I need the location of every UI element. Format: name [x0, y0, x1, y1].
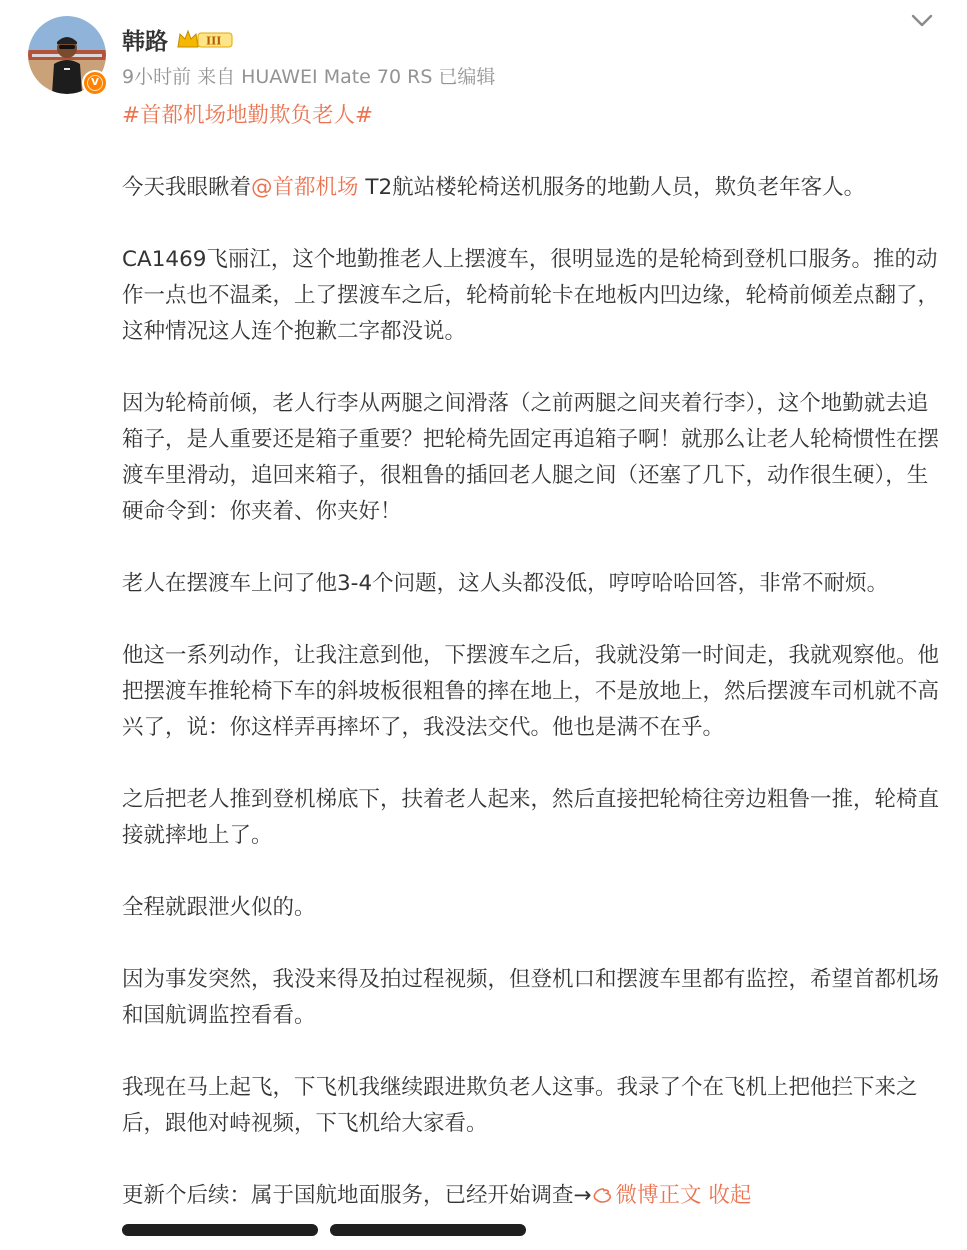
hashtag-line — [122, 98, 940, 134]
author-row — [122, 22, 234, 56]
paragraph-5: 他这一系列动作，让我注意到他，下摆渡车之后，我就没第一时间走，我就观察他。他把摆渡车推轮椅下车的斜坡板很粗鲁的摔在地上，不是放地上，然后摆渡车司机就不高兴了，说：你这样弄再摔坏了，我没法交代。他也是满不在乎。 — [122, 643, 940, 740]
paragraph-2: CA1469飞丽江，这个地勤推老人上摆渡车，很明显选的是轮椅到登机口服务。推的动作一点也不温柔，上了摆渡车之后，轮椅前轮卡在地板内凹边缘，轮椅前倾差点翻了，这种情况这人连个抱歉二字都没说。 — [122, 247, 940, 344]
media-thumbnail-1[interactable] — [122, 1224, 318, 1236]
hashtag-link[interactable]: #首都机场地勤欺负老人# — [122, 103, 374, 128]
paragraph-1 — [122, 170, 940, 206]
post-content — [122, 98, 940, 1250]
weibo-article-link[interactable]: 微博正文 — [615, 1183, 702, 1208]
paragraph-6: 之后把老人推到登机梯底下，扶着老人起来，然后直接把轮椅往旁边粗鲁一推，轮椅直接就摔地上了。 — [122, 787, 940, 848]
paragraph-10 — [122, 1178, 940, 1214]
post-meta — [122, 62, 501, 89]
paragraph-7: 全程就跟泄火似的。 — [122, 895, 316, 920]
weibo-logo-icon — [592, 1185, 614, 1205]
source-device: HUAWEI Mate 70 RS — [241, 66, 433, 88]
source-prefix: 来自 — [197, 66, 236, 88]
mention-link[interactable]: @首都机场 — [251, 175, 359, 200]
media-thumbnail-2[interactable] — [330, 1224, 526, 1236]
chevron-down-icon[interactable] — [908, 8, 936, 32]
author-name[interactable]: 韩路 — [122, 28, 168, 55]
paragraph-3: 因为轮椅前倾，老人行李从两腿之间滑落（之前两腿之间夹着行李），这个地勤就去追箱子，是人重要还是箱子重要？把轮椅先固定再追箱子啊！就那么让老人轮椅惯性在摆渡车里滑动，追回来箱子，很粗鲁的插回老人腿之间（还塞了几下，动作很生硬），生硬命令到：你夹着、你夹好！ — [122, 391, 940, 524]
edited-label: 已编辑 — [438, 66, 496, 88]
paragraph-10-text: 更新个后续：属于国航地面服务，已经开始调查→ — [122, 1183, 592, 1208]
paragraph-1-text-a: 今天我眼瞅着 — [122, 175, 252, 200]
level-badge-text: III — [206, 34, 222, 48]
collapse-button[interactable]: 收起 — [708, 1183, 752, 1208]
post-time[interactable]: 9小时前 — [122, 66, 192, 88]
paragraph-8: 因为事发突然，我没来得及拍过程视频，但登机口和摆渡车里都有监控，希望首都机场和国航调监控看看。 — [122, 967, 940, 1028]
level-crown-icon[interactable] — [176, 27, 234, 51]
paragraph-4: 老人在摆渡车上问了他3-4个问题，这人头都没低，哼哼哈哈回答，非常不耐烦。 — [122, 571, 889, 596]
paragraph-1-text-b: T2航站楼轮椅送机服务的地勤人员，欺负老年客人。 — [358, 175, 866, 200]
avatar[interactable] — [28, 16, 106, 94]
paragraph-9: 我现在马上起飞，下飞机我继续跟进欺负老人这事。我录了个在飞机上把他拦下来之后，跟他对峙视频，下飞机给大家看。 — [122, 1075, 918, 1136]
verified-icon: V — [82, 70, 108, 96]
